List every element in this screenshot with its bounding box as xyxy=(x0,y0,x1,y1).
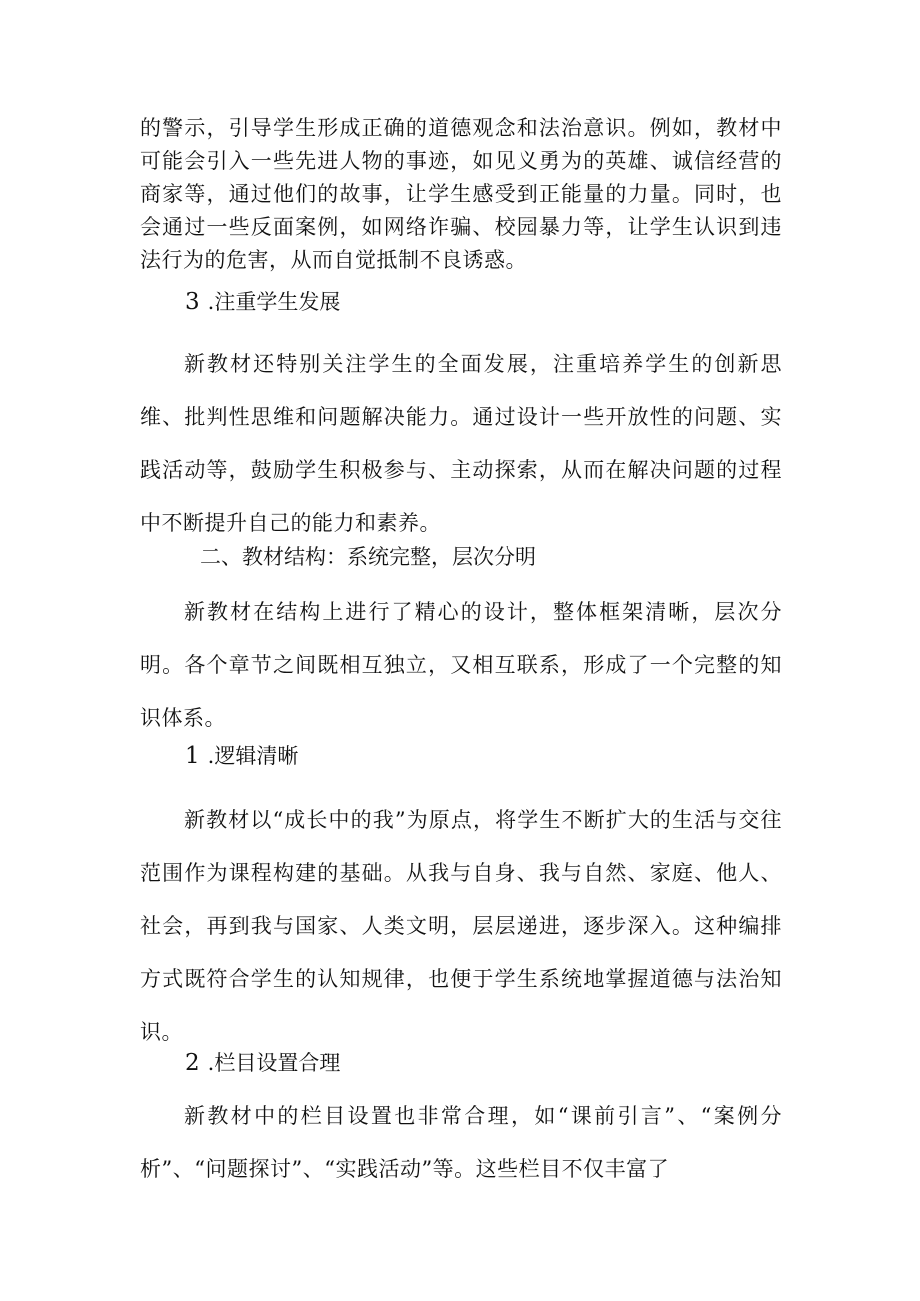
heading-text: .逻辑清晰 xyxy=(207,744,299,768)
heading-focus-student-development xyxy=(185,286,340,319)
heading-text: .注重学生发展 xyxy=(207,290,341,314)
paragraph-textbook-structure: 新教材在结构上进行了精心的设计，整体框架清晰，层次分明。各个章节之间既相互独立，又相互联系，形成了一个完整的知识体系。 xyxy=(140,600,782,730)
heading-number: 1 xyxy=(185,743,200,769)
paragraph-clear-logic: 新教材以“成长中的我”为原点，将学生不断扩大的生活与交往范围作为课程构建的基础。从我与自身、我与自然、家庭、他人、社会，再到我与国家、人类文明，层层递进，逐步深入。这种编排方式既符合学生的认知规律，也便于学生系统地掌握道德与法治知识。 xyxy=(140,808,782,1044)
section-heading-textbook-structure: 二、教材结构：系统完整，层次分明 xyxy=(200,545,536,569)
heading-text: .栏目设置合理 xyxy=(207,1051,341,1075)
heading-number: 3 xyxy=(185,289,200,315)
paragraph-column-setup: 新教材中的栏目设置也非常合理，如“课前引言”、“案例分析”、“问题探讨”、“实践活动”等。这些栏目不仅丰富了 xyxy=(140,1104,782,1181)
paragraph-student-development: 新教材还特别关注学生的全面发展，注重培养学生的创新思维、批判性思维和问题解决能力。通过设计一些开放性的问题、实践活动等，鼓励学生积极参与、主动探索，从而在解决问题的过程中不断提升自己的能力和素养。 xyxy=(140,352,782,535)
heading-column-setup xyxy=(185,1047,340,1080)
heading-clear-logic xyxy=(185,740,298,773)
heading-number: 2 xyxy=(185,1050,200,1076)
paragraph-moral-warning: 的警示，引导学生形成正确的道德观念和法治意识。例如，教材中可能会引入一些先进人物的事迹，如见义勇为的英雄、诚信经营的商家等，通过他们的故事，让学生感受到正能量的力量。同时，也会通过一些反面案例，如网络诈骗、校园暴力等，让学生认识到违法行为的危害，从而自觉抵制不良诱惑。 xyxy=(140,116,782,272)
